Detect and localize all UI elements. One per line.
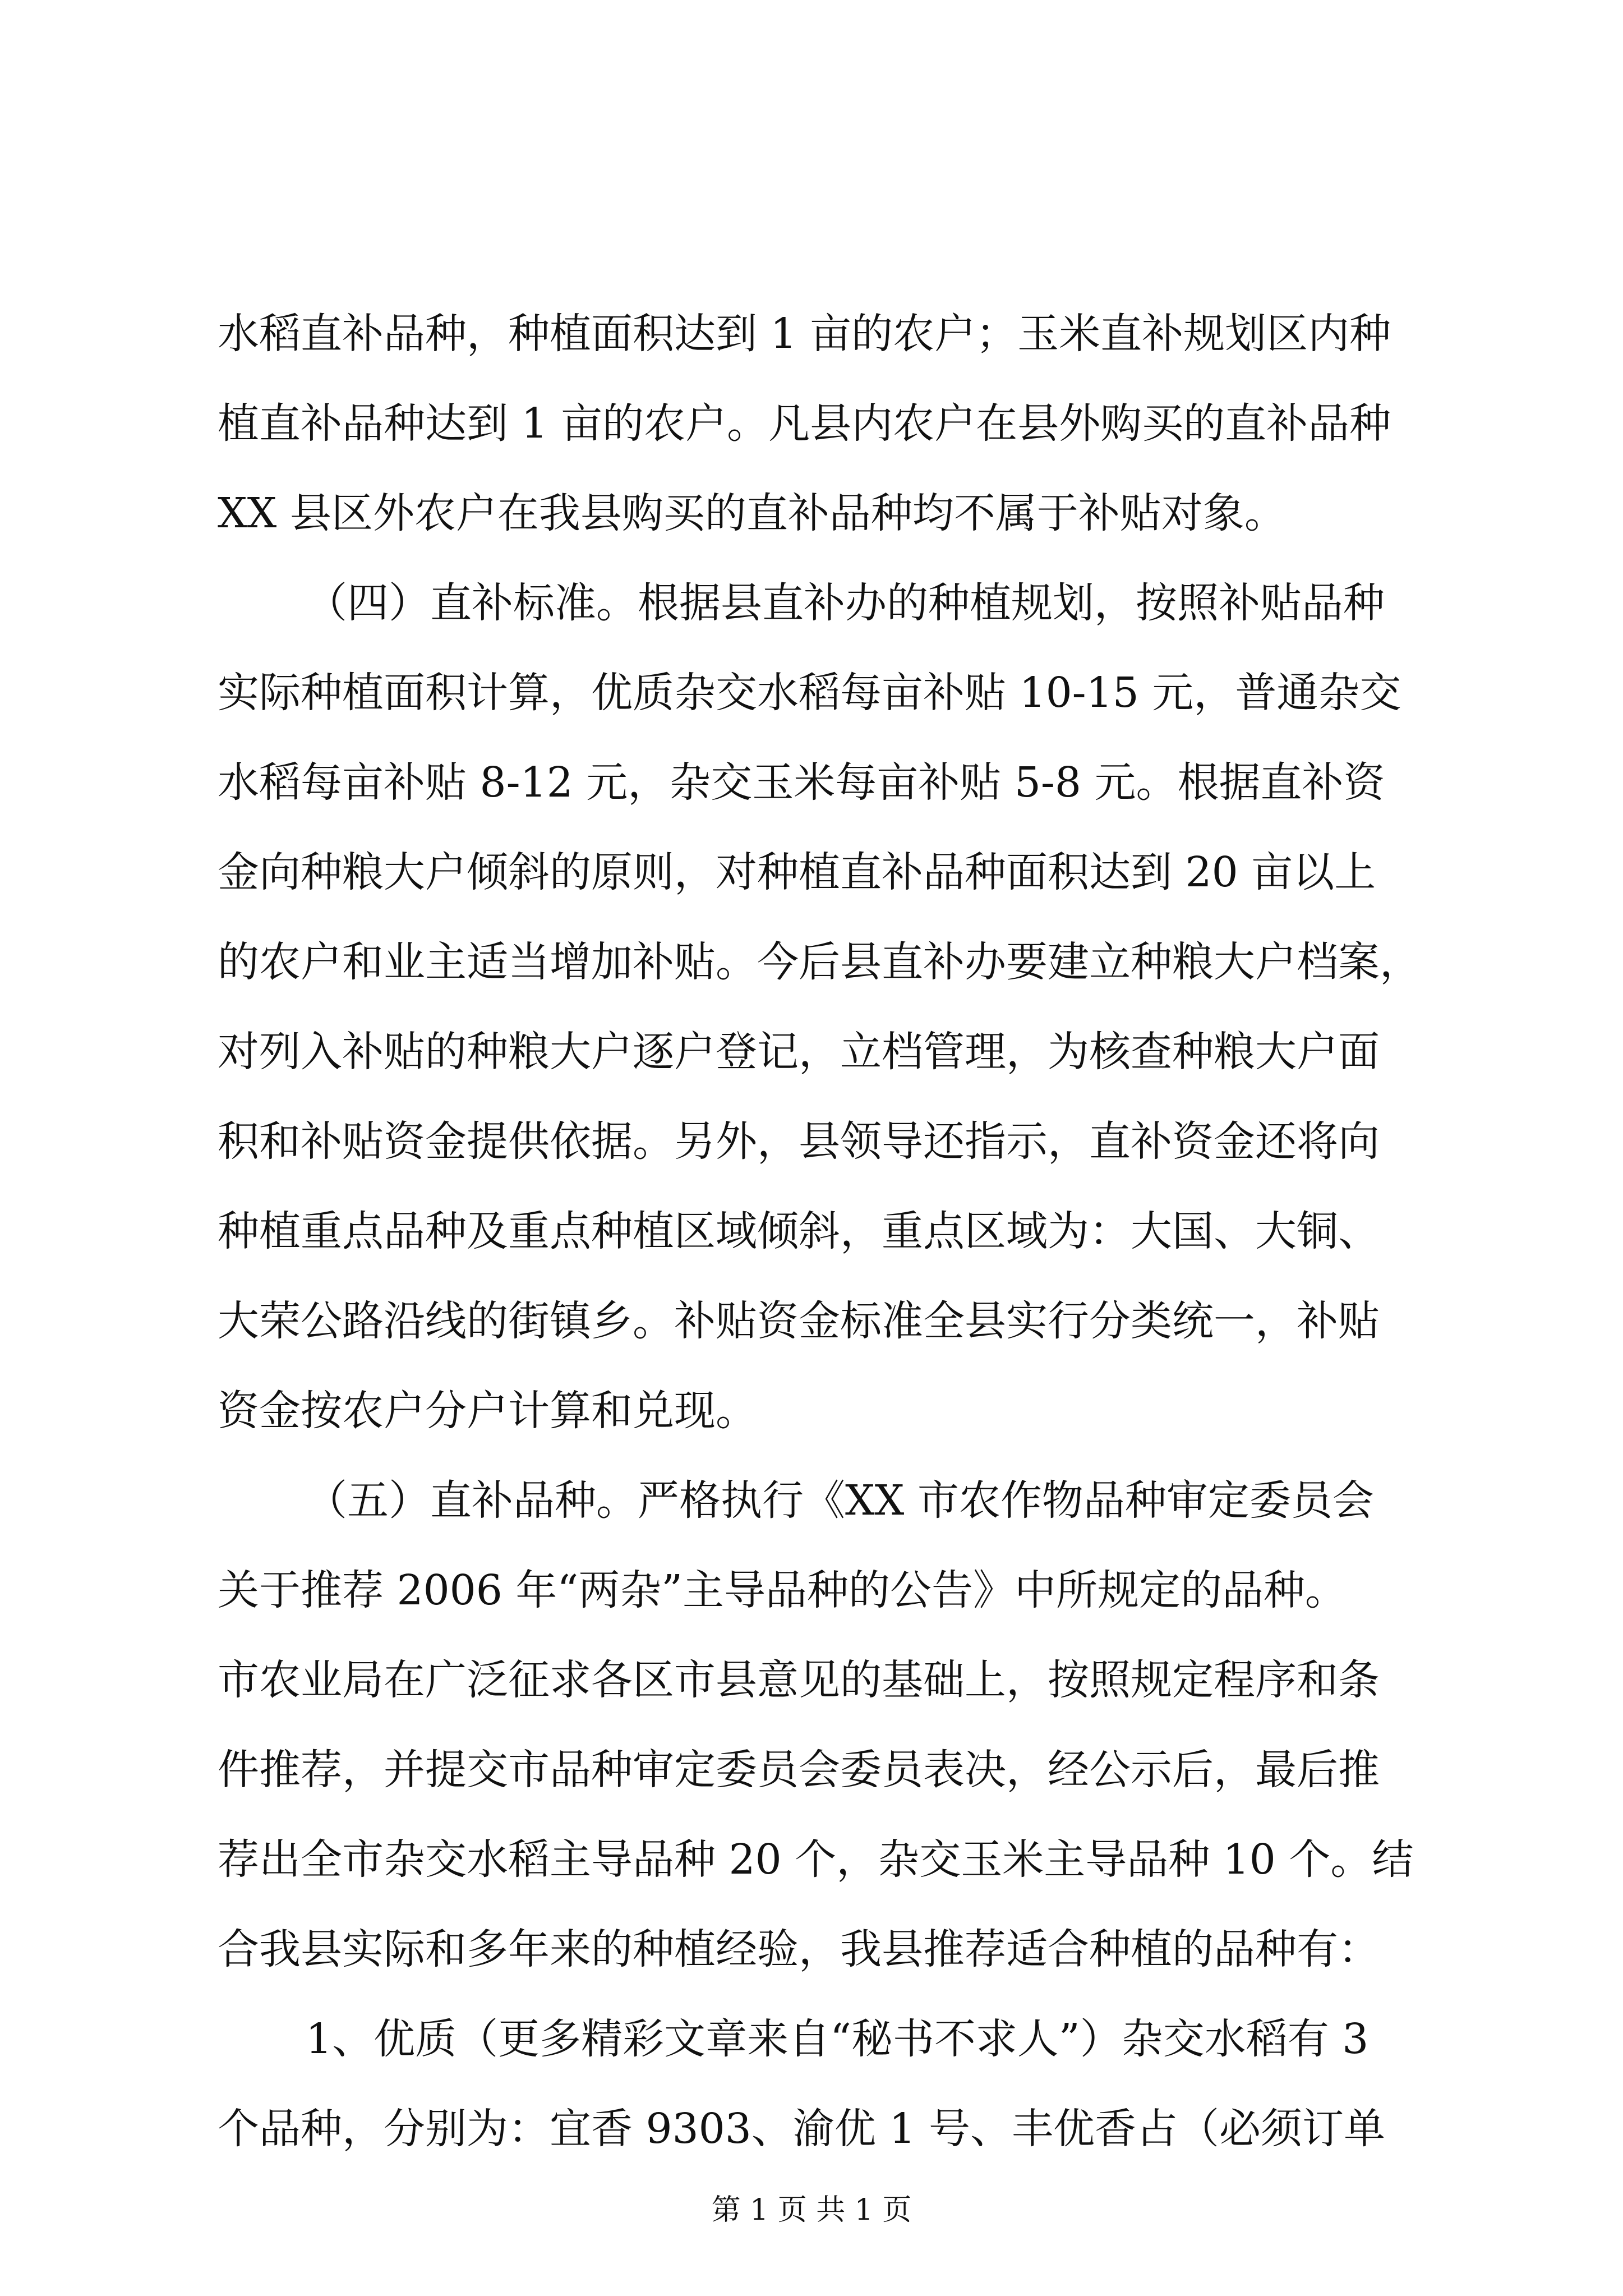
text-line-7: 金向种粮大户倾斜的原则，对种植直补品种面积达到 20 亩以上 (218, 848, 1376, 896)
text-line-18: 荐出全市杂交水稻主导品种 20 个，杂交玉米主导品种 10 个。结 (218, 1835, 1414, 1884)
text-line-11: 种植重点品种及重点种植区域倾斜，重点区域为：大国、大铜、 (218, 1207, 1380, 1255)
text-line-2: 植直补品种达到 1 亩的农户。凡县内农户在县外购买的直补品种 (218, 399, 1391, 448)
text-line-1: 水稻直补品种，种植面积达到 1 亩的农户；玉米直补规划区内种 (218, 310, 1391, 358)
text-line-14: （五）直补品种。严格执行《XX 市农作物品种审定委员会 (306, 1476, 1374, 1525)
page-number-footer: 第 1 页 共 1 页 (711, 2193, 912, 2227)
text-line-4: （四）直补标准。根据县直补办的种植规划，按照补贴品种 (306, 579, 1385, 627)
text-line-6: 水稻每亩补贴 8-12 元，杂交玉米每亩补贴 5-8 元。根据直补资 (218, 758, 1385, 807)
text-line-8: 的农户和业主适当增加补贴。今后县直补办要建立种粮大户档案， (218, 938, 1421, 986)
text-line-5: 实际种植面积计算，优质杂交水稻每亩补贴 10-15 元，普通杂交 (218, 669, 1401, 717)
text-line-20: 1、优质（更多精彩文章来自“秘书不求人”）杂交水稻有 3 (306, 2015, 1369, 2063)
text-line-10: 积和补贴资金提供依据。另外，县领导还指示，直补资金还将向 (218, 1117, 1380, 1166)
text-line-15: 关于推荐 2006 年“两杂”主导品种的公告》中所规定的品种。 (218, 1566, 1347, 1614)
text-line-9: 对列入补贴的种粮大户逐户登记，立档管理，为核查种粮大户面 (218, 1028, 1380, 1076)
text-line-21: 个品种，分别为：宜香 9303、渝优 1 号、丰优香占（必须订单 (218, 2105, 1385, 2153)
text-line-19: 合我县实际和多年来的种植经验，我县推荐适合种植的品种有： (218, 1925, 1380, 1973)
text-line-13: 资金按农户分户计算和兑现。 (218, 1387, 757, 1435)
text-line-16: 市农业局在广泛征求各区市县意见的基础上，按照规定程序和条 (218, 1656, 1380, 1704)
text-line-17: 件推荐，并提交市品种审定委员会委员表决，经公示后，最后推 (218, 1746, 1380, 1794)
text-line-3: XX 县区外农户在我县购买的直补品种均不属于补贴对象。 (218, 489, 1286, 537)
text-line-12: 大荣公路沿线的街镇乡。补贴资金标准全县实行分类统一，补贴 (218, 1297, 1380, 1345)
